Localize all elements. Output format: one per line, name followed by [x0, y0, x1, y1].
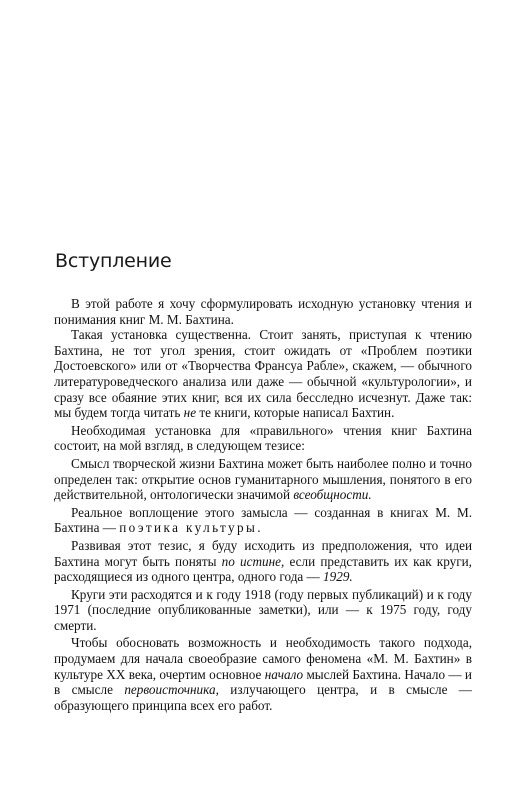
emphasis: 1929. — [323, 569, 353, 585]
paragraph-1 — [54, 296, 472, 327]
text-run: Круги эти расходятся и к году 1918 (году первых публикаций) и к году 1971 (последние опубликованные заметки), или — к 1975 году, году смерти. — [54, 586, 472, 633]
paragraph-8 — [54, 635, 472, 713]
emphasis: начало — [264, 666, 304, 682]
paragraph-6 — [54, 538, 472, 585]
paragraph-5 — [54, 505, 472, 536]
text-run: те книги, которые написал Бахтин. — [196, 405, 395, 421]
text-run: Реальное воплощение этого замысла — созданная в книгах М. М. Бахтина — — [54, 504, 472, 536]
paragraph-3 — [54, 423, 472, 454]
paragraph-7 — [54, 587, 472, 634]
spaced-emphasis: поэтика культуры. — [119, 520, 263, 536]
text-run: Развивая этот тезис, я буду исходить из предположения, что идеи Бахтина могут быть поняты — [54, 537, 472, 569]
text-run: Чтобы обосновать возможность и необходимость такого подхода, продумаем для начала своеобразие самого феномена «М. М. Бахтин» в культуре XX века, очертим основное — [54, 635, 472, 682]
text-run: Необходимая установка для «правильного» чтения книг Бахтина состоит, на мой взгляд, в следующем тезисе: — [54, 422, 472, 454]
emphasis: не — [183, 405, 197, 421]
chapter-title: Вступление — [55, 250, 172, 272]
text-run: если представить их как круги, расходящиеся из одного центра, одного года — — [54, 553, 472, 585]
emphasis: первоисточника, — [124, 682, 219, 698]
text-run: излучающего центра, и в смысле — образующего принципа всех его работ. — [54, 682, 472, 713]
text-run: Смысл творческой жизни Бахтина может быть наиболее полно и точно определен так: открытие основ гуманитарного мышления, понятого в его действительной, онтологически значимой — [54, 455, 472, 503]
body-text — [54, 296, 472, 713]
text-run: мыслей Бахтина. Начало — и в смысле — [54, 666, 472, 698]
paragraph-2 — [54, 327, 472, 421]
text-run: В этой работе я хочу сформулировать исходную установку чтения и понимания книг М. М. Бахтина. — [54, 296, 472, 327]
emphasis: всеобщности. — [293, 487, 372, 503]
emphasis: по истине, — [221, 553, 285, 569]
thesis-paragraph — [54, 456, 472, 503]
text-run: Такая установка существенна. Стоит занять, приступая к чтению Бахтина, не тот угол зрения, стоит ожидать от «Проблем поэтики Достоевского» или от «Творчества Франсуа Рабле», скажем, — обычного литературоведческого анализа или даже — обычной «культурологии», и сразу все обаяние этих книг, вся их сила бесследно исчезнут. Даже так: мы будем тогда читать — [54, 327, 472, 421]
